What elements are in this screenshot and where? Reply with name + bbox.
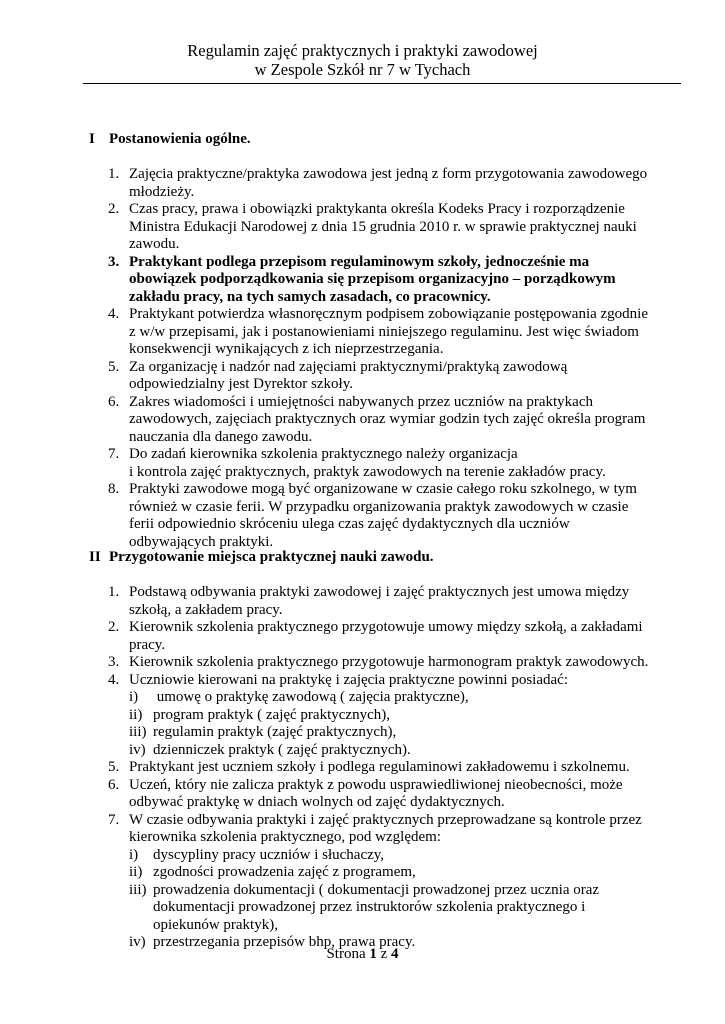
item-text-line: i kontrola zajęć praktycznych, praktyk zawodowych na terenie zakładów pracy. bbox=[129, 463, 606, 480]
item-number: 1. bbox=[108, 584, 120, 600]
sub-item-numeral: ii) bbox=[129, 706, 143, 723]
item-text-line: Podstawą odbywania praktyki zawodowej i zajęć praktycznych jest umowa między bbox=[129, 584, 630, 600]
item-text-line: konsekwencji wynikających z ich nieprzestrzegania. bbox=[129, 341, 444, 357]
section-1-list bbox=[108, 166, 668, 551]
item-text-line: Kierownik szkolenia praktycznego przygotowuje harmonogram praktyk zawodowych. bbox=[129, 654, 649, 670]
item-text-line: Do zadań kierownika szkolenia praktycznego należy organizacja bbox=[129, 446, 518, 462]
document-header bbox=[0, 41, 725, 79]
header-title-line2: w Zespole Szkół nr 7 w Tychach bbox=[254, 60, 471, 79]
item-text-line: Uczniowie kierowani na praktykę i zajęcia praktyczne powinni posiadać: bbox=[129, 671, 568, 688]
section-1-heading bbox=[89, 131, 251, 149]
list-item bbox=[108, 759, 668, 777]
item-text-line: ferii odpowiednio skróceniu ulega czas zajęć dydaktycznych dla uczniów bbox=[129, 516, 570, 532]
item-text-line: kierownika szkolenia praktycznego, pod względem: bbox=[129, 829, 441, 845]
header-divider bbox=[83, 83, 681, 84]
item-number: 5. bbox=[108, 358, 120, 375]
item-text-line: z w/w przepisami, jak i postanowieniami niniejszego regulaminu. Jest więc świadom bbox=[129, 323, 639, 340]
sub-item-text-line: przestrzegania przepisów bhp, prawa pracy. bbox=[153, 934, 416, 950]
sub-item-numeral: iv) bbox=[129, 934, 146, 950]
item-text-line: odbywać praktykę w dniach wolnych od zajęć dydaktycznych. bbox=[129, 794, 505, 810]
page-footer bbox=[0, 946, 725, 964]
item-text-line: Zajęcia praktyczne/praktyka zawodowa jest jedną z form przygotowania zawodowego bbox=[129, 166, 648, 182]
item-number: 3. bbox=[108, 253, 120, 270]
sub-item-text-line: dyscypliny pracy uczniów i słuchaczy, bbox=[153, 846, 385, 863]
item-text-line: również w czasie ferii. W przypadku organizowania praktyk zawodowych w czasie bbox=[129, 498, 629, 515]
item-number: 6. bbox=[108, 393, 120, 410]
sub-item-text-line: regulamin praktyk (zajęć praktycznych), bbox=[153, 724, 397, 740]
section-number: I bbox=[89, 131, 95, 147]
item-text-line: szkołą, a zakładem pracy. bbox=[129, 601, 283, 618]
item-text-line: obowiązek podporządkowania się przepisom organizacyjno – porządkowym bbox=[129, 271, 616, 287]
item-number: 3. bbox=[108, 654, 120, 670]
sub-item bbox=[129, 847, 668, 865]
item-number: 4. bbox=[108, 306, 120, 322]
sub-item-text-line: zgodności prowadzenia zajęć z programem, bbox=[153, 864, 416, 880]
item-text-line: Ministra Edukacji Narodowej z dnia 15 grudnia 2010 r. w sprawie praktycznej nauki bbox=[129, 218, 637, 235]
list-item bbox=[108, 254, 668, 307]
list-item bbox=[108, 672, 668, 760]
sub-item-text-line: umowę o praktykę zawodową ( zajęcia praktyczne), bbox=[153, 689, 469, 705]
sub-item-numeral: i) bbox=[129, 846, 139, 863]
item-text-line: młodzieży. bbox=[129, 183, 195, 200]
item-text-line: odpowiedzialny jest Dyrektor szkoły. bbox=[129, 376, 353, 392]
section-title: Przygotowanie miejsca praktycznej nauki zawodu. bbox=[109, 549, 434, 565]
list-item bbox=[108, 812, 668, 952]
sub-item-text-line: prowadzenia dokumentacji ( dokumentacji prowadzonej przez ucznia oraz bbox=[153, 881, 600, 898]
list-item bbox=[108, 359, 668, 394]
sub-item-numeral: ii) bbox=[129, 864, 143, 880]
footer-of: z bbox=[380, 946, 388, 962]
item-text-line: Praktyki zawodowe mogą być organizowane w czasie całego roku szkolnego, w tym bbox=[129, 481, 637, 497]
section-title: Postanowienia ogólne. bbox=[109, 131, 251, 147]
sub-item-text-line: dokumentacji prowadzonej przez instruktorów szkolenia praktycznego i bbox=[153, 899, 586, 915]
item-text-line: Praktykant podlega przepisom regulaminowym szkoły, jednocześnie ma bbox=[129, 253, 590, 270]
sub-item-numeral: iii) bbox=[129, 881, 147, 898]
item-text-line: Praktykant jest uczniem szkoły i podlega regulaminowi zakładowemu i szkolnemu. bbox=[129, 759, 630, 775]
item-text-line: Kierownik szkolenia praktycznego przygotowuje umowy między szkołą, a zakładami bbox=[129, 619, 643, 635]
list-item bbox=[108, 654, 668, 672]
item-number: 7. bbox=[108, 811, 120, 828]
item-number: 2. bbox=[108, 619, 120, 635]
list-item bbox=[108, 201, 668, 254]
item-number: 7. bbox=[108, 446, 120, 462]
list-item bbox=[108, 306, 668, 359]
item-text-line: Zakres wiadomości i umiejętności nabywanych przez uczniów na praktykach bbox=[129, 393, 593, 410]
item-text-line: odbywających praktyki. bbox=[129, 533, 274, 550]
section-2-heading bbox=[89, 549, 434, 567]
item-number: 8. bbox=[108, 481, 120, 497]
sub-item-text-line: program praktyk ( zajęć praktycznych), bbox=[153, 706, 390, 723]
item-text-line: pracy. bbox=[129, 636, 166, 653]
item-text-line: Za organizację i nadzór nad zajęciami praktycznymi/praktyką zawodową bbox=[129, 358, 568, 375]
section-number: II bbox=[89, 549, 101, 565]
sub-item-numeral: iii) bbox=[129, 724, 147, 740]
sub-item-text-line: dzienniczek praktyk ( zajęć praktycznych). bbox=[153, 741, 411, 758]
sub-item bbox=[129, 689, 668, 707]
header-title-line1: Regulamin zajęć praktycznych i praktyki zawodowej bbox=[187, 41, 538, 60]
item-text-line: Praktykant potwierdza własnoręcznym podpisem zobowiązanie postępowania zgodnie bbox=[129, 306, 649, 322]
sub-item-numeral: i) bbox=[129, 689, 139, 705]
list-item bbox=[108, 777, 668, 812]
footer-prefix: Strona bbox=[326, 946, 366, 962]
list-item bbox=[108, 481, 668, 551]
item-text-line: Czas pracy, prawa i obowiązki praktykanta określa Kodeks Pracy i rozporządzenie bbox=[129, 201, 625, 217]
sub-item bbox=[129, 882, 668, 935]
item-text-line: zawodowych, zajęciach praktycznych oraz wymiar godzin tych zajęć określa program bbox=[129, 411, 646, 427]
item-text-line: W czasie odbywania praktyki i zajęć praktycznych przeprowadzane są kontrole przez bbox=[129, 811, 642, 828]
list-item bbox=[108, 166, 668, 201]
item-number: 6. bbox=[108, 776, 120, 793]
footer-page-number: 1 bbox=[369, 946, 377, 962]
item-text-line: nauczania dla danego zawodu. bbox=[129, 428, 313, 445]
item-number: 2. bbox=[108, 201, 120, 217]
sub-item bbox=[129, 724, 668, 742]
sub-item bbox=[129, 707, 668, 725]
sub-item-numeral: iv) bbox=[129, 741, 146, 758]
list-item bbox=[108, 394, 668, 447]
list-item bbox=[108, 584, 668, 619]
item-number: 1. bbox=[108, 166, 120, 182]
sub-item-text-line: opiekunów praktyk), bbox=[153, 916, 278, 933]
list-item bbox=[108, 446, 668, 481]
item-number: 5. bbox=[108, 759, 120, 775]
item-text-line: zakładu pracy, na tych samych zasadach, co pracownicy. bbox=[129, 288, 491, 305]
item-number: 4. bbox=[108, 671, 120, 688]
item-text-line: zawodu. bbox=[129, 236, 180, 252]
list-item bbox=[108, 619, 668, 654]
sub-item bbox=[129, 742, 668, 760]
footer-total-pages: 4 bbox=[391, 946, 399, 962]
section-2-list bbox=[108, 584, 668, 952]
item-text-line: Uczeń, który nie zalicza praktyk z powodu usprawiedliwionej nieobecności, może bbox=[129, 776, 623, 793]
sub-item bbox=[129, 864, 668, 882]
